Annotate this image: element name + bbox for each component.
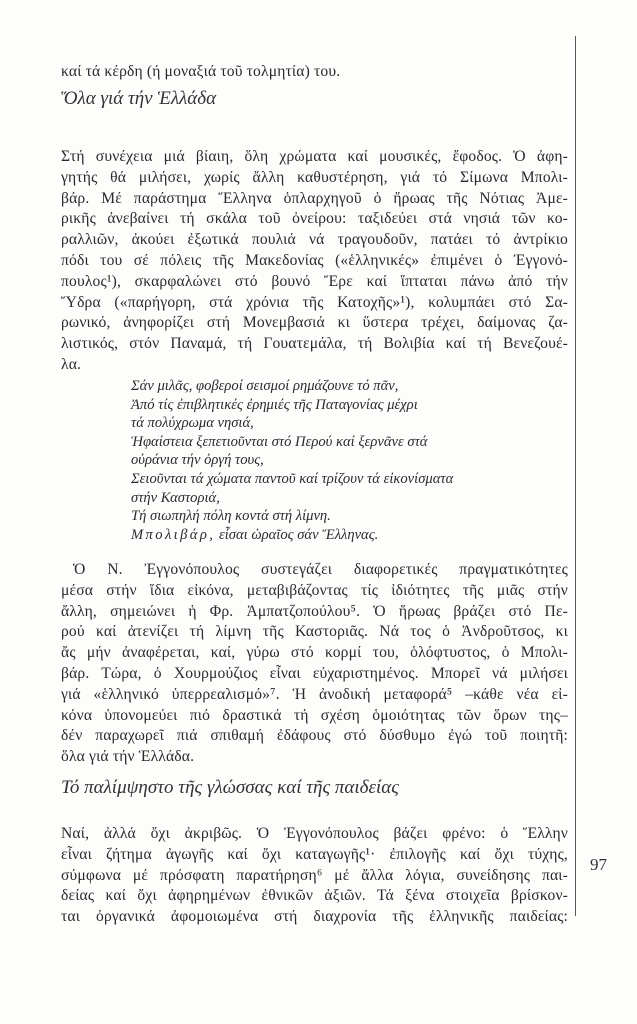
text-line: ται ὀργανικά ἀφομοιωμένα στή διαχρονία τῆς ἑλληνικῆς παιδείας:: [61, 908, 568, 926]
poem-line: Σειοῦνται τά χώματα παντοῦ καί τρίζουν τά εἰκονίσματα: [131, 470, 454, 487]
text-line: δείας καί ὄχι ἀφηρημένων ἐθνικῶν ἀξιῶν. Τά ξένα στοιχεῖα βρίσκον-: [61, 887, 568, 905]
text-line: ὅλα γιά τήν Ἑλλάδα.: [61, 748, 195, 766]
poem-line: Ἡφαίστεια ξεπετιοῦνται στό Περού καί ξερνᾶνε στά: [131, 433, 428, 450]
paragraph-3: [61, 824, 568, 928]
section-heading-2: Τό παλίμψηστο τῆς γλώσσας καί τῆς παιδείας: [61, 777, 399, 798]
text-line: γητής θά μιλήσει, χωρίς ἄλλη καθυστέρηση, γιά τό Σίμωνα Μπολι-: [61, 168, 568, 186]
text-line: πόδι του σέ πόλεις τῆς Μακεδονίας («ἑλληνικές» ἐπιμένει ὁ Ἐγγονό-: [61, 251, 568, 269]
text-line: ἄλλη, σημειώνει ἡ Φρ. Ἀμπατζοπούλου⁵. Ὁ ἥρωας βράζει στό Πε-: [61, 602, 568, 620]
poem-quotation: [131, 377, 453, 544]
text-line: ἄς μήν ἀναφέρεται, καί, γύρω στό κορμί του, ὁλόφτυστος, ὁ Μπολι-: [61, 644, 568, 662]
paragraph-1: [61, 147, 568, 376]
text-line: Ὕδρα («παρήγορη, στά χρόνια τῆς Κατοχῆς»¹), κολυμπάει στό Σα-: [61, 293, 568, 311]
text-line: βάρ. Τώρα, ὁ Χουρμούζιος εἶναι εὐχαριστημένος. Μπορεῖ νά μιλήσει: [61, 664, 568, 682]
text-line: μέσα στήν ἴδια εἰκόνα, μεταβιβάζοντας τίς ἰδιότητες τῆς μιᾶς στήν: [61, 581, 568, 599]
text-line: σύμφωνα μέ πρόσφατη παρατήρηση⁶ μέ ἄλλα λόγια, συνείδησης παι-: [61, 866, 568, 884]
spaced-name: Μπολιβάρ,: [131, 526, 216, 543]
margin-rule: [575, 36, 576, 916]
section-heading-1: Ὅλα γιά τήν Ἑλλάδα: [61, 88, 217, 109]
poem-line-last: [131, 526, 453, 545]
text-line: εἶναι ζήτημα ἀγωγῆς καί ὄχι καταγωγῆς¹· ἐπιλογῆς καί ὄχι τύχης,: [61, 845, 568, 863]
paragraph-2: [61, 560, 568, 768]
text-line: Ναί, ἀλλά ὄχι ἀκριβῶς. Ὁ Ἐγγονόπουλος βάζει φρένο: ὁ Ἕλλην: [61, 825, 568, 842]
text-line: ρωνικό, ἀνηφορίζει στή Μονεμβασιά κι ὕστερα τρέχει, δαίμονας ζα-: [61, 314, 568, 332]
poem-line: Σάν μιλᾶς, φοβεροί σεισμοί ρημάζουνε τό πᾶν,: [131, 378, 399, 394]
opening-text: [61, 62, 568, 83]
text-line: βάρ. Μέ παράστημα Ἕλληνα ὁπλαρχηγοῦ ὁ ἥρωας τῆς Νότιας Ἀμε-: [61, 189, 568, 207]
poem-line: στήν Καστοριά,: [131, 489, 220, 506]
text-line: πουλος¹), σκαρφαλώνει στό βουνό Ἔρε καί ἵπταται πάνω ἀπό τήν: [61, 272, 568, 290]
poem-line-rest: εἶσαι ὡραῖος σάν Ἕλληνας.: [215, 526, 379, 543]
text-line: ρού καί ἀτενίζει τή λίμνη τῆς Καστοριᾶς. Νά τος ὁ Ἀνδροῦτσος, κι: [61, 623, 568, 641]
text-line: δέν παραχωρεῖ πιά σπιθαμή ἐδάφους στό δύσθυμο ἐγώ τοῦ ποιητῆ:: [61, 727, 568, 745]
poem-line: τά πολύχρωμα νησιά,: [131, 415, 254, 432]
poem-line: Τή σιωπηλή πόλη κοντά στή λίμνη.: [131, 508, 331, 525]
poem-line: Ἀπό τίς ἐπιβλητικές ἐρημιές τῆς Παταγονίας μέχρι: [131, 396, 418, 413]
text-line: γιά «ἑλληνικό ὑπερρεαλισμό»⁷. Ἡ ἀνοδική μεταφορά⁵ –κάθε νέα εἰ-: [61, 685, 568, 703]
text-line: Ὁ Ν. Ἐγγονόπουλος συστεγάζει διαφορετικές πραγματικότητες: [73, 561, 568, 578]
text-line: λα.: [61, 355, 82, 373]
text-line: ραλλιῶν, ἀκούει ἐξωτικά πουλιά νά τραγουδοῦν, πατάει τό ἀντρίκιο: [61, 231, 568, 249]
text-line: κόνα ὑπονομεύει πιό δραστικά τή σχέση ὁμοιότητας τῶν ὅρων της–: [61, 706, 568, 724]
page-number: 97: [590, 855, 607, 874]
text-line: καί τά κέρδη (ή μοναξιά τοῦ τολμητία) του.: [61, 63, 341, 80]
text-line: λιστικός, στόν Παναμά, τή Γουατεμάλα, τή Βολιβία καί τή Βενεζουέ-: [61, 335, 568, 353]
poem-line: οὐράνια τήν ὀργή τους,: [131, 452, 264, 469]
text-line: ρικῆς ἀνεβαίνει τή σκάλα τοῦ ὀνείρου: ταξιδεύει στά νησιά τῶν κο-: [61, 210, 568, 228]
text-line: Στή συνέχεια μιά βίαιη, ὅλη χρώματα καί μουσικές, ἔφοδος. Ὁ ἀφη-: [61, 148, 568, 165]
